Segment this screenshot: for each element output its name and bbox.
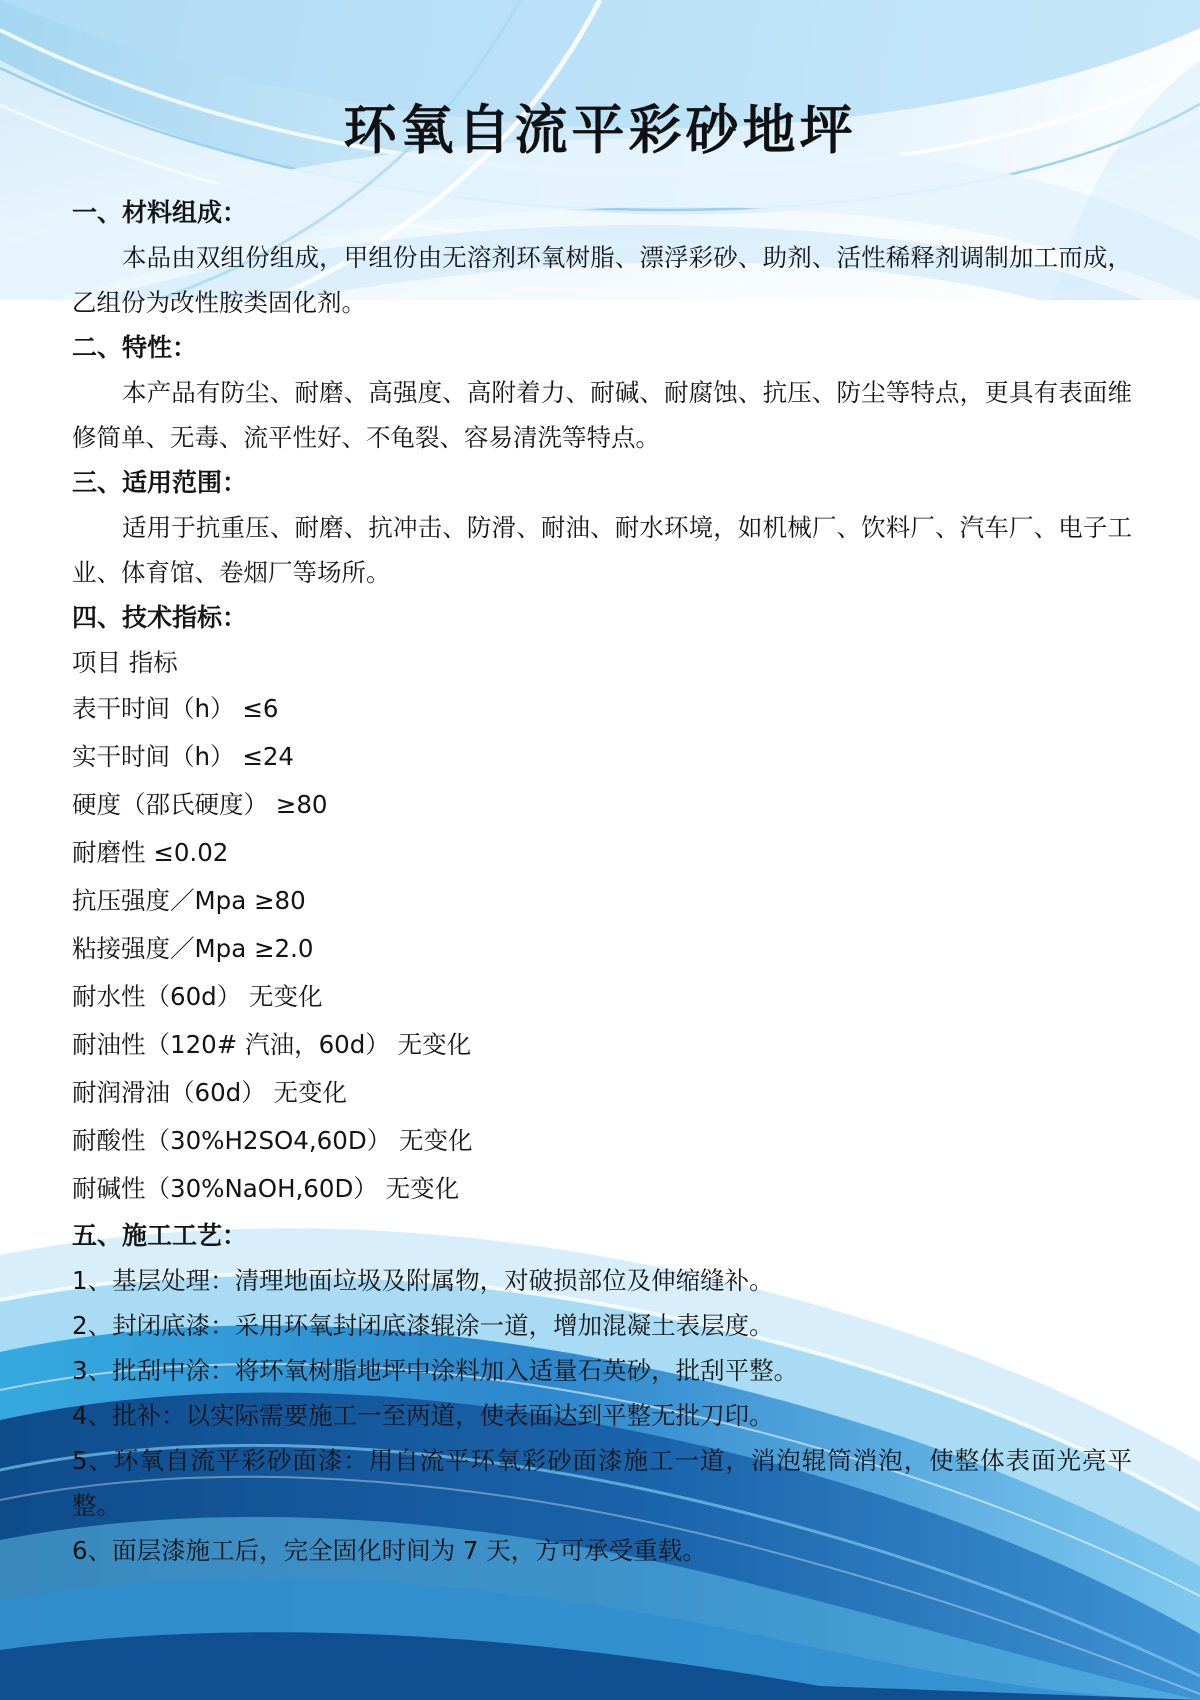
document-body [72,190,1132,1573]
section-heading-process: 五、施工工艺： [72,1221,248,1250]
process-step: 1、基层处理：清理地面垃圾及附属物，对破损部位及伸缩缝补。 [72,1266,774,1295]
spec-row: 耐润滑油（60d） 无变化 [72,1078,348,1107]
process-step: 5、环氧自流平彩砂面漆：用自流平环氧彩砂面漆施工一道，消泡辊筒消泡，使整体表面光亮平整。 [72,1446,1132,1520]
spec-row: 硬度（邵氏硬度） ≥80 [72,790,328,819]
section-paragraph-scope: 适用于抗重压、耐磨、抗冲击、防滑、耐油、耐水环境，如机械厂、饮料厂、汽车厂、电子工业、体育馆、卷烟厂等场所。 [72,513,1132,587]
specs-table-header: 项目 指标 [72,648,178,677]
page-title: 环氧自流平彩砂地坪 [343,100,857,161]
spec-row: 耐水性（60d） 无变化 [72,982,323,1011]
process-step: 2、封闭底漆：采用环氧封闭底漆辊涂一道，增加混凝土表层度。 [72,1311,774,1340]
spec-row: 耐油性（120# 汽油，60d） 无变化 [72,1030,472,1059]
spec-row: 抗压强度／Mpa ≥80 [72,886,306,915]
spec-row: 实干时间（h） ≤24 [72,742,295,771]
section-paragraph-material: 本品由双组份组成，甲组份由无溶剂环氧树脂、漂浮彩砂、助剂、活性稀释剂调制加工而成，乙组份为改性胺类固化剂。 [72,243,1132,317]
section-heading-specs: 四、技术指标： [72,603,248,632]
section-heading-features: 二、特性： [72,333,198,362]
process-step: 4、批补：以实际需要施工一至两道，使表面达到平整无批刀印。 [72,1401,774,1430]
section-paragraph-features: 本产品有防尘、耐磨、高强度、高附着力、耐碱、耐腐蚀、抗压、防尘等特点，更具有表面维修简单、无毒、流平性好、不龟裂、容易清洗等特点。 [72,378,1132,452]
spec-row: 粘接强度／Mpa ≥2.0 [72,934,314,963]
section-heading-material: 一、材料组成： [72,198,248,227]
spec-row: 表干时间（h） ≤6 [72,694,279,723]
process-step: 3、批刮中涂：将环氧树脂地坪中涂料加入适量石英砂，批刮平整。 [72,1356,799,1385]
section-heading-scope: 三、适用范围： [72,468,248,497]
process-step: 6、面层漆施工后，完全固化时间为 7 天，方可承受重载。 [72,1536,707,1565]
spec-row: 耐碱性（30%NaOH,60D） 无变化 [72,1174,460,1203]
spec-row: 耐磨性 ≤0.02 [72,838,229,867]
spec-row: 耐酸性（30%H2SO4,60D） 无变化 [72,1126,473,1155]
